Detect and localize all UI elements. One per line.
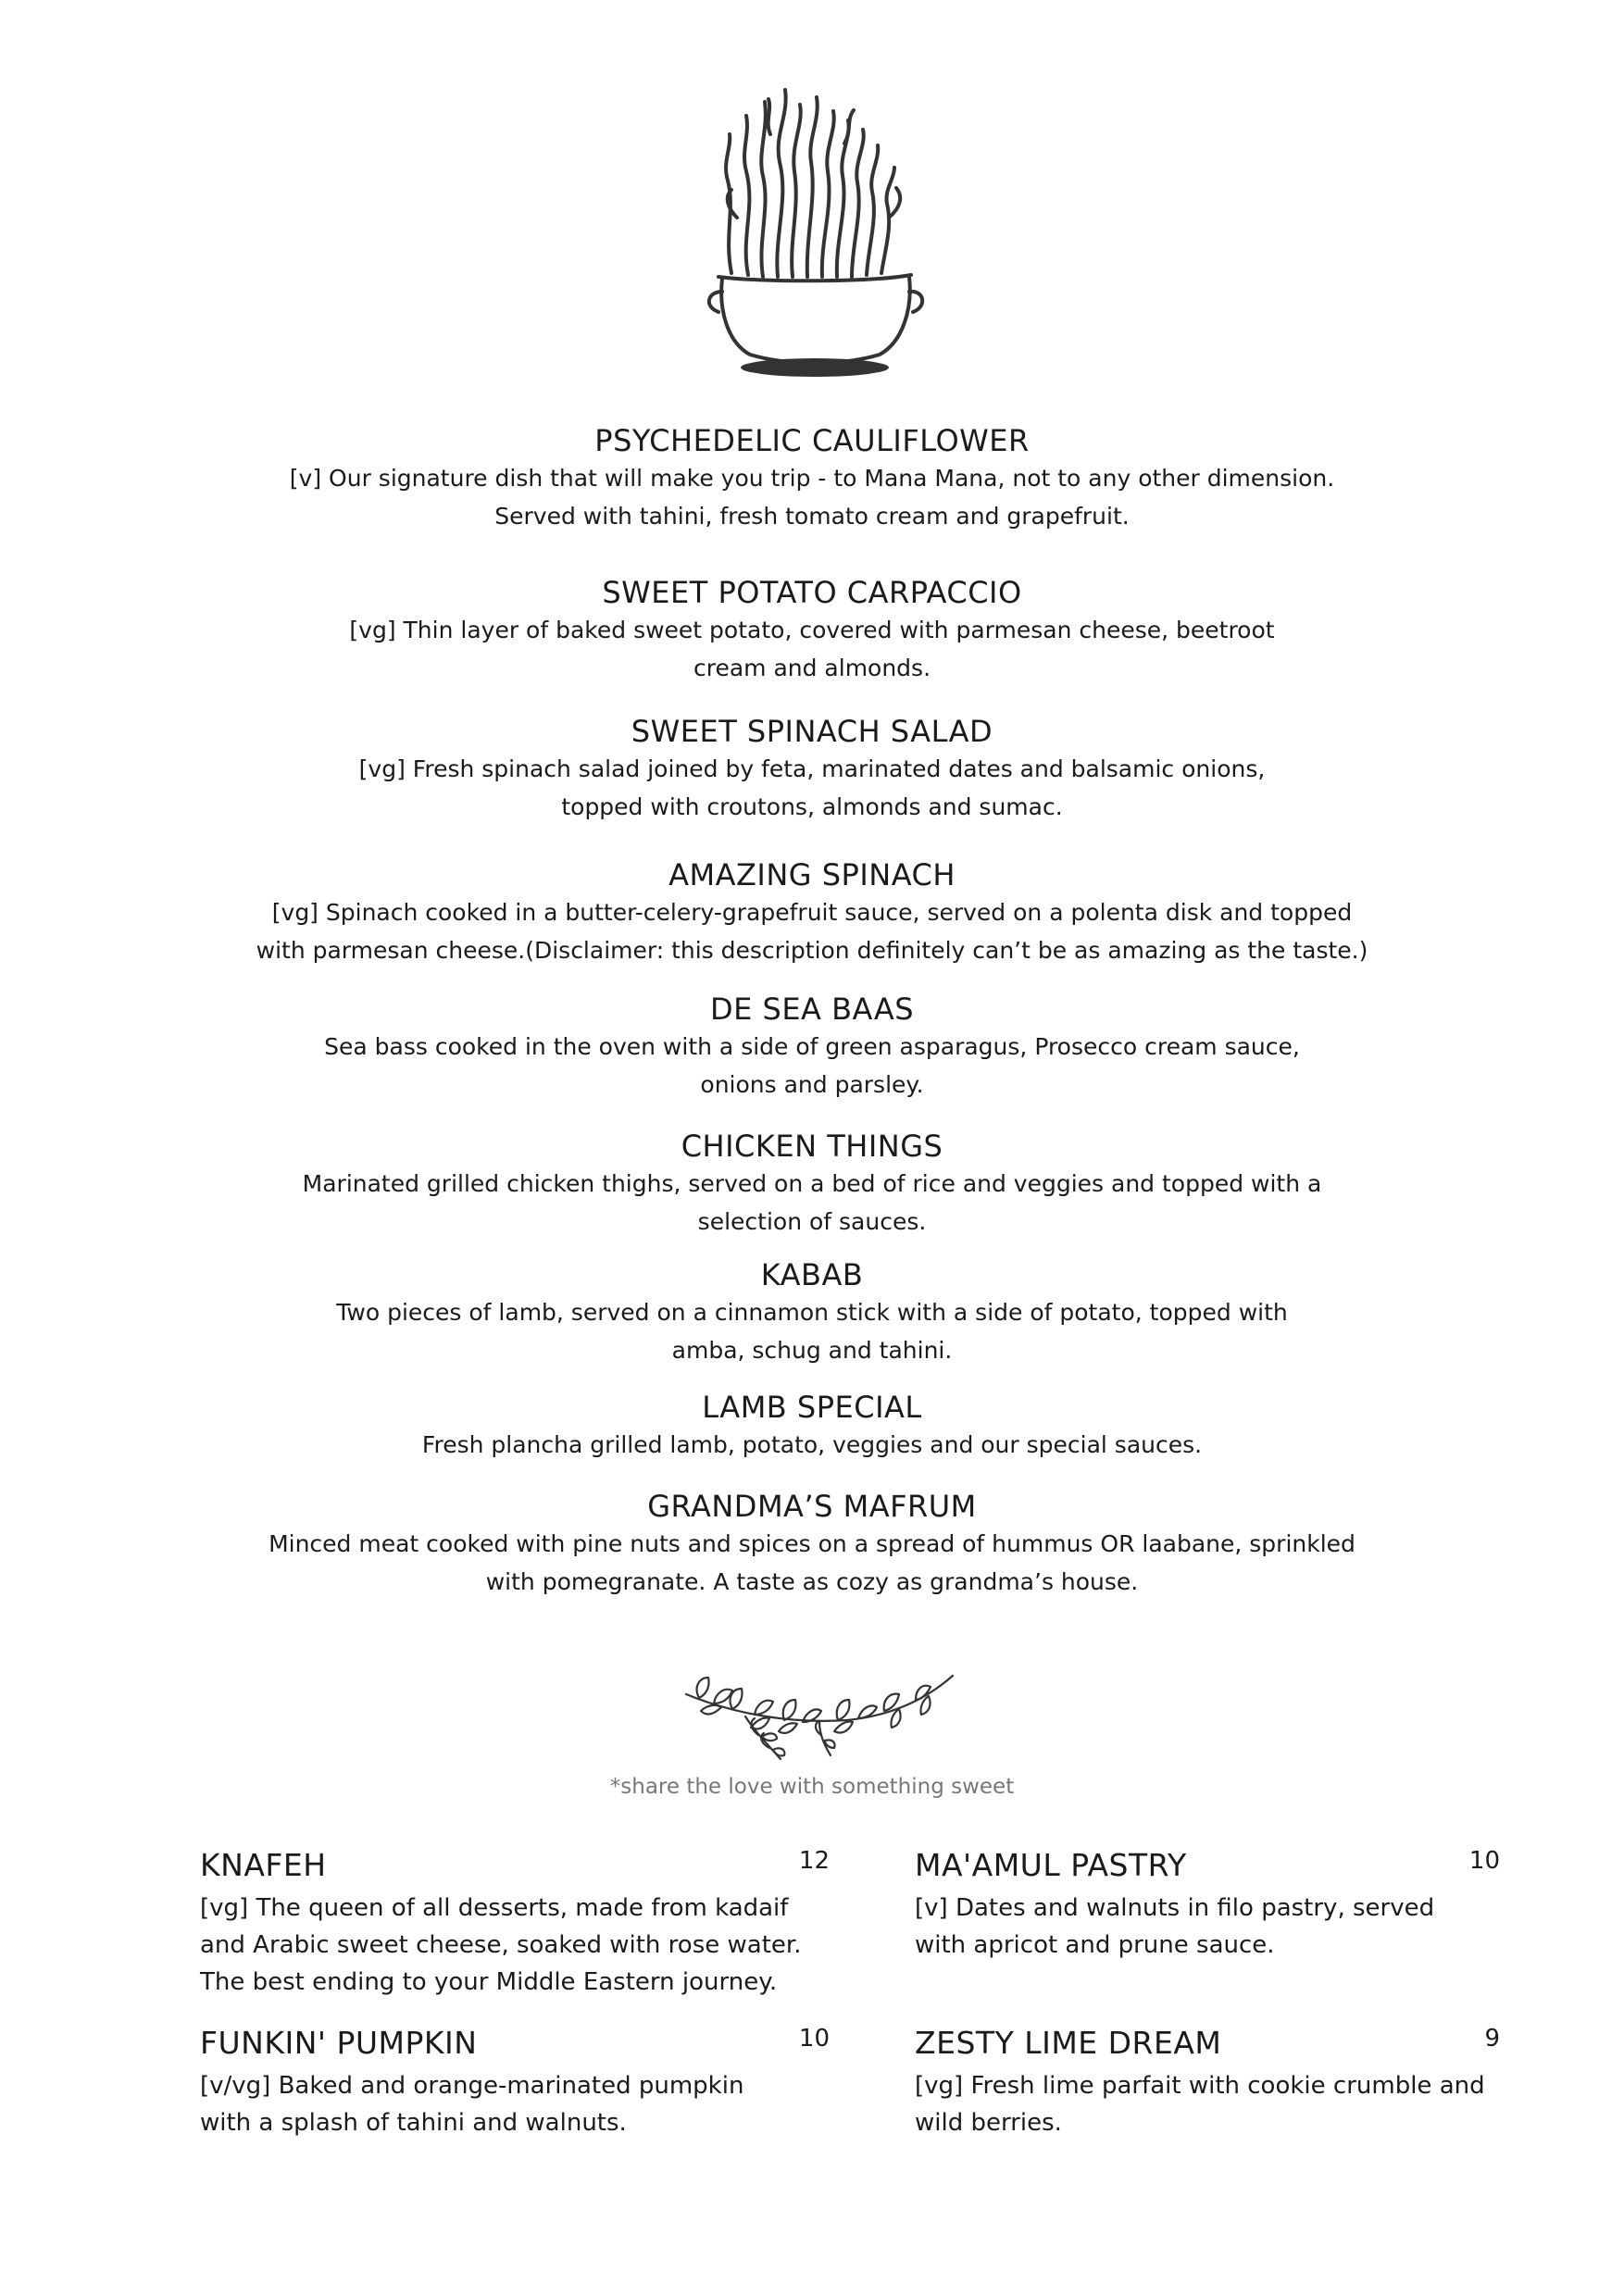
dessert-title: ZESTY LIME DREAM <box>915 2025 1222 2061</box>
dish-description <box>185 1426 1439 1464</box>
dessert-description <box>200 1890 830 2001</box>
dish-description-line: onions and parsley. <box>700 1071 924 1098</box>
dessert-price: 10 <box>1468 1847 1500 1875</box>
dessert-item-zesty-lime-dream <box>915 2025 1500 2141</box>
dessert-header <box>200 1847 830 1890</box>
steaming-pot-icon <box>704 79 926 380</box>
dish-description <box>185 1293 1439 1369</box>
dish-title: KABAB <box>760 1257 864 1292</box>
dish-description-line: Fresh plancha grilled lamb, potato, veggies and our special sauces. <box>421 1431 1203 1458</box>
dessert-description <box>915 1890 1500 1964</box>
dish-description-line: [vg] Thin layer of baked sweet potato, covered with parmesan cheese, beetroot <box>349 617 1275 643</box>
dessert-description-line: [v/vg] Baked and orange-marinated pumpkin <box>200 2072 744 2100</box>
dish-description-line: Two pieces of lamb, served on a cinnamon stick with a side of potato, topped with <box>336 1299 1288 1326</box>
dish-title: GRANDMA’S MAFRUM <box>647 1489 977 1524</box>
dish-description-line: Marinated grilled chicken thighs, served on a bed of rice and veggies and topped with a <box>302 1170 1322 1197</box>
dish-description-line: cream and almonds. <box>693 655 931 681</box>
dessert-price: 10 <box>798 2025 830 2053</box>
dish-description-line: selection of sauces. <box>697 1208 927 1235</box>
dessert-description-line: with a splash of tahini and walnuts. <box>200 2109 627 2137</box>
dessert-header <box>915 1847 1500 1890</box>
dessert-header <box>915 2025 1500 2067</box>
menu-item-de-sea-baas <box>185 991 1439 1104</box>
dish-description <box>185 611 1439 687</box>
dessert-item-maamul-pastry <box>915 1847 1500 1964</box>
dish-title: AMAZING SPINACH <box>668 857 956 892</box>
dessert-description-line: [vg] Fresh lime parfait with cookie crumble and <box>915 2072 1485 2100</box>
menu-item-amazing-spinach <box>185 856 1439 969</box>
dessert-item-knafeh <box>200 1847 830 2001</box>
dish-description <box>185 459 1439 535</box>
dessert-description-line: and Arabic sweet cheese, soaked with rose water. <box>200 1931 802 1959</box>
dish-description <box>185 1165 1439 1241</box>
dish-title: SWEET POTATO CARPACCIO <box>602 575 1022 610</box>
dish-description <box>185 750 1439 826</box>
dish-description-line: amba, schug and tahini. <box>671 1337 953 1364</box>
dish-description-line: with pomegranate. A taste as cozy as grandma’s house. <box>485 1568 1139 1595</box>
menu-item-lamb-special <box>185 1389 1439 1464</box>
dessert-item-funkin-pumpkin <box>200 2025 830 2141</box>
dish-description <box>185 1028 1439 1104</box>
dish-title: SWEET SPINACH SALAD <box>631 714 993 749</box>
dish-title: CHICKEN THINGS <box>681 1129 943 1164</box>
dessert-description-line: with apricot and prune sauce. <box>915 1931 1275 1959</box>
dish-description-line: [vg] Fresh spinach salad joined by feta, marinated dates and balsamic onions, <box>358 755 1266 782</box>
dessert-title: FUNKIN' PUMPKIN <box>200 2025 478 2061</box>
dish-title: PSYCHEDELIC CAULIFLOWER <box>594 423 1030 458</box>
menu-item-chicken-things <box>185 1128 1439 1241</box>
dessert-title: KNAFEH <box>200 1847 327 1883</box>
dessert-description <box>200 2067 830 2141</box>
menu-item-kabab <box>185 1256 1439 1369</box>
dish-description-line: topped with croutons, almonds and sumac. <box>561 793 1063 820</box>
dish-description-line: with parmesan cheese.(Disclaimer: this description definitely can’t be as amazing as the taste.) <box>256 937 1368 964</box>
dessert-price: 12 <box>798 1847 830 1875</box>
dessert-description-line: The best ending to your Middle Eastern journey. <box>200 1968 778 1996</box>
dish-title: DE SEA BAAS <box>709 992 915 1027</box>
dessert-description <box>915 2067 1500 2141</box>
dish-description-line: [vg] Spinach cooked in a butter-celery-grapefruit sauce, served on a polenta disk and topped <box>271 899 1353 926</box>
menu-item-psychedelic-cauliflower <box>185 422 1439 535</box>
dessert-title: MA'AMUL PASTRY <box>915 1847 1187 1883</box>
menu-item-grandmas-mafrum <box>185 1488 1439 1601</box>
dessert-description-line: [vg] The queen of all desserts, made from kadaif <box>200 1894 789 1922</box>
dish-title: LAMB SPECIAL <box>702 1390 922 1425</box>
dish-description-line: Sea bass cooked in the oven with a side of green asparagus, Prosecco cream sauce, <box>324 1033 1300 1060</box>
menu-item-sweet-spinach-salad <box>185 713 1439 826</box>
dessert-description-line: [v] Dates and walnuts in filo pastry, served <box>915 1894 1435 1922</box>
dessert-description-line: wild berries. <box>915 2109 1062 2137</box>
dish-description <box>185 893 1439 969</box>
dish-description-line: Served with tahini, fresh tomato cream and grapefruit. <box>494 503 1130 530</box>
dessert-price: 9 <box>1484 2025 1500 2053</box>
dish-description-line: [v] Our signature dish that will make you trip - to Mana Mana, not to any other dimension. <box>289 465 1335 492</box>
dish-description-line: Minced meat cooked with pine nuts and spices on a spread of hummus OR laabane, sprinkled <box>269 1530 1355 1557</box>
dish-description <box>185 1525 1439 1601</box>
leafy-branch-icon <box>681 1657 958 1768</box>
dessert-tagline: *share the love with something sweet <box>609 1775 1015 1799</box>
dessert-header <box>200 2025 830 2067</box>
menu-item-sweet-potato-carpaccio <box>185 574 1439 687</box>
